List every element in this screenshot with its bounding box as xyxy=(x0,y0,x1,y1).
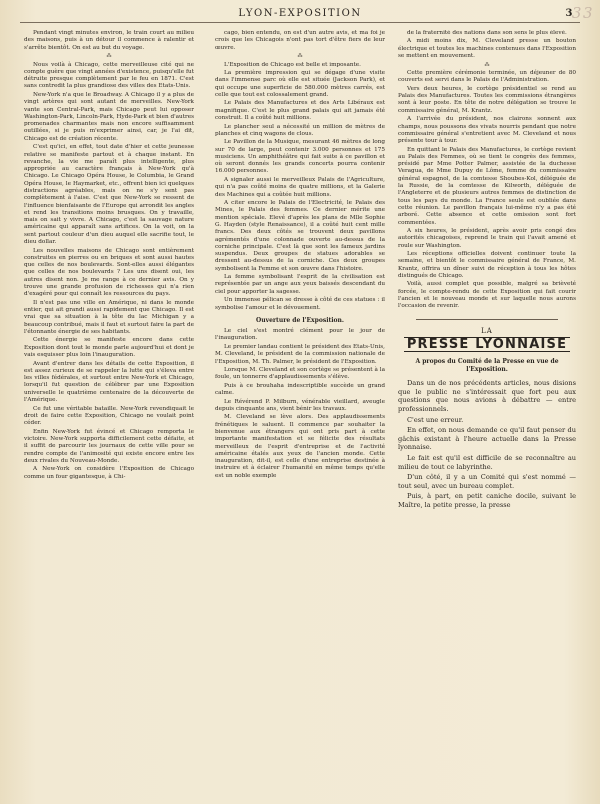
paragraph: Le Révérend P. Milburn, vénérable vieillard, aveugle depuis cinquante ans, vient bénir les travaux. xyxy=(215,398,385,412)
paragraph: de la fraternité des nations dans son sens le plus élevé. xyxy=(407,30,567,36)
page-number: 3 xyxy=(565,8,574,19)
paragraph: Vers deux heures, le cortège présidentiel se rend au Palais des Manufactures. Toutes les commissions étrangères sont à leur poste. En tête de notre délégation se trouve le commissaire général, M. Krantz. xyxy=(398,85,576,114)
paragraph: Enfin New-York fut évincé et Chicago remporta le victoire. New-York supporta difficilement cette défaite, et il suffit de parcourir les journaux de cette ville pour se rendre compte de l'animosité qui existe encore entre les deux rivales du Nouveau-Monde. xyxy=(24,428,194,464)
masthead-article: LA xyxy=(481,326,493,335)
paragraph: Lorsque M. Cleveland et son cortège se présentent à la foule, un tonnerre d'applaudissements s'élève. xyxy=(215,367,385,381)
paragraph: cago, bien entendu, on est d'un autre avis, et ma foi je crois que les Chicagois n'ont pas tort d'être fiers de leur œuvre. xyxy=(215,30,385,51)
paragraph: La femme symbolisant l'esprit de la civilisation est représentée par un ange aux yeux baissés descendant du ciel pour apporter la sagesse. xyxy=(215,274,385,295)
paragraph: Il n'est pas une ville en Amérique, ni dans le monde entier, qui ait grandi aussi rapidement que Chicago. Il est vrai que sa situation à la tête du lac Michigan y a beaucoup contribué, mais il faut et surtout faire la part de l'étonnante énergie de ses habitants. xyxy=(24,299,194,335)
paragraph: Le fait est qu'il est difficile de se reconnaître au milieu de tout ce labyrinthe. xyxy=(398,454,576,471)
paragraph: L'Exposition de Chicago est belle et imposante. xyxy=(224,61,361,68)
column-1 xyxy=(24,30,194,800)
paragraph: C'est qu'ici, en effet, tout date d'hier et cette jeunesse relative se manifeste partout et à chaque instant. En revanche, la vie me paraît plus intelligente, plus appropriée au caractère français à New-York qu'à Chicago. Le Chicago Opéra House, le Columbia, le Grand Opéra House, le Haymarket, etc., offrent bien ici quelques distractions agréables, mais on ne s'y sent pas complètement à l'aise. C'est que New-York se ressent de l'influence bienfaisante de l'Europe qui arrondit les angles et rend les transitions moins brusques. On y travaille, mais on sait y vivre. A Chicago, c'est la sauvage nature américaine qui apparaît sans artifices. On la voit, on la sent partout couleur d'un dieu auquel elle sacrifie tout, le dieu dollar. xyxy=(24,144,194,246)
paragraph: Le Pavillon de la Musique, mesurant 46 mètres de long sur 70 de large, peut contenir 3.000 personnes et 175 musiciens. Un amphithéâtre qui fait suite à ce pavillon et où seront donnés les grands concerts pourra contenir 16.000 personnes. xyxy=(215,139,385,175)
section-stars: ⁂ xyxy=(106,53,112,60)
paragraph: New-York n'a que le Broadway. A Chicago il y a plus de vingt artères qui sont autant de merveilles. New-York vante son Central-Park, mais Chicago peut lui opposer Washington-Park, Lincoln-Park, Hyde-Park et bien d'autres promenades charmantes mais non encore suffisamment outillées, si je puis m'exprimer ainsi, car, je l'ai dit, Chicago est de création récente. xyxy=(24,91,194,142)
page-header xyxy=(20,4,594,26)
paragraph: Le premier landau contient le président des Etats-Unis, M. Cleveland, le président de la commission nationale de l'Exposition, M. Th. Palmer, le président de l'Exposition. xyxy=(215,343,385,365)
paragraph: La première impression qui se dégage d'une visite dans l'immense parc où elle est située (Jackson Park), et qui occupe une superficie de 580.000 mètres carrés, est celle que tout est colossalement grand. xyxy=(215,70,385,98)
paragraph: Le ciel s'est montré clément pour le jour de l'inauguration. xyxy=(215,328,385,342)
paragraph: Cette première cérémonie terminée, un déjeuner de 80 couverts est servi dans le Palais de l'Administration. xyxy=(398,70,576,84)
paragraph: C'est une erreur. xyxy=(407,415,464,424)
paragraph: A New-York on considère l'Exposition de Chicago comme un four gigantesque, à Chi- xyxy=(24,466,194,480)
paragraph: A six heures, le président, après avoir pris congé des autorités chicagoises, reprend le train qui l'avait amené et roule sur Washington. xyxy=(398,228,576,249)
paragraph: Voilà, aussi complet que possible, malgré sa brièveté forcée, le compte-rendu de cette Exposition qui fait courir l'ancien et le nouveau monde et sur laquelle nous aurons l'occasion de revenir. xyxy=(398,281,576,310)
paragraph: Nous voilà à Chicago, cette merveilleuse cité qui ne compte guère que vingt années d'existence, puisqu'elle fut détruite presque complètement par le feu en 1871. C'est sans contredit la plus grandiose des villes des Etats-Unis. xyxy=(24,61,194,90)
paragraph: Puis à ce brouhaha indescriptible succède un grand calme. xyxy=(215,382,385,397)
paragraph: Le plancher seul a nécessité un million de mètres de planches et cinq wagons de clous. xyxy=(215,123,385,137)
paragraph: Ce fut une véritable bataille. New-York revendiquait le droit de faire cette Exposition, Chicago ne voulait point céder. xyxy=(24,405,194,427)
paragraph: A citer encore le Palais de l'Electricité, le Palais des Mines, le Palais des femmes. Ce dernier mérite une mention spéciale. Elevé d'après les plans de Mlle Sophie G. Hayden (style Renaissance), il a coûté huit cent mille francs. Des deux côtés se trouvent deux pavillons agrémentés d'une colonnade ouverte au-dessus de la corniche principale. C'est là que sont les fameux jardins suspendus. Deux groupes de statues adorables se dressent au-dessus de la corniche. Ces deux groupes symbolisent la Femme et son œuvre dans l'histoire. xyxy=(215,200,385,272)
running-title: LYON-EXPOSITION xyxy=(238,8,362,19)
paragraph: A midi moins dix, M. Cleveland presse un bouton électrique et toutes les machines contenues dans l'Exposition se mettent en mouvement. xyxy=(398,38,576,60)
article-subtitle: A propos du Comité de la Presse en vue de l'Exposition. xyxy=(415,358,559,374)
section-stars: ⁂ xyxy=(297,53,303,60)
paragraph: En quittant le Palais des Manufactures, le cortège revient au Palais des Femmes, où se tient le congrès des femmes, présidé par Mme Potter Palmer, assistée de la duchesse Veragua, de Mme Dupuy de Lôme, femme du commissaire général espagnol, de la comtesse Shoubes-Kol, déléguée de la Russie, de la comtesse de Kilworth, déléguée de l'Angleterre et de plusieurs autres femmes de distinction de tous les pays du monde. La France seule est oubliée dans cette réunion. Le pavillon français lui-même n'y a pas été arboré. Cette absence et cette omission sont fort commentées. xyxy=(398,146,576,226)
paragraph: Les nouvelles maisons de Chicago sont entièrement construites en pierres ou en briques et sont aussi hautes que celles de nos boulevards. Sont-elles aussi élégantes que celles de nos boulevards ? Les uns disent oui, les autres disent non. Je me range à ce dernier avis. On y trouve une grande profusion de richesses qui n'a rien d'exagéré pour qui connaît les ressources du pays. xyxy=(24,247,194,298)
column-3 xyxy=(398,30,576,800)
paragraph: Un immense pélican se dresse à côté de ces statues : il symbolise l'amour et le dévouement. xyxy=(215,297,385,311)
paragraph: Le Palais des Manufactures et des Arts Libéraux est magnifique. C'est le plus grand palais qui ait jamais été construit. Il a coûté huit millions. xyxy=(215,100,385,122)
column-2 xyxy=(215,30,385,800)
paragraph: Avant d'entrer dans les détails de cette Exposition, il est assez curieux de se rappeler la lutte qui s'éleva entre les villes fédérales, et surtout entre New-York et Chicago, lorsqu'il fut question de célébrer par une Exposition universelle le quatrième centenaire de la découverte de l'Amérique. xyxy=(24,360,194,404)
paragraph: Cette énergie se manifeste encore dans cette Exposition dont tout le monde parle aujourd'hui et dont je vais esquisser plus loin l'inauguration. xyxy=(24,337,194,359)
paragraph: Pendant vingt minutes environ, le train court au milieu des maisons, puis à un détour il commence à ralentir et s'arrête bientôt. On est au but du voyage. xyxy=(24,30,194,51)
paragraph: M. Cleveland se lève alors. Des applaudissements frénétiques le saluent. Il commence par souhaiter la bienvenue aux étrangers qui ont pris part à cette importante manifestation et se félicite des résultats merveilleux de l'esprit d'entreprise et de l'activité américaine étalés aux yeux de l'ancien monde. Cette inauguration, dit-il, est celle d'une entreprise destinée à instruire et à éclairer l'humanité en même temps qu'elle est un noble exemple xyxy=(215,414,385,479)
article-divider xyxy=(416,319,558,320)
paragraph: Dans un de nos précédents articles, nous disions que le public ne s'intéressait que fort peu aux questions que nous avions à débattre — entre professionnels. xyxy=(398,379,576,414)
paragraph: A l'arrivée du président, nos clairons sonnent aux champs, nous poussons des vivats nourris pendant que notre commissaire général s'entretient avec M. Cleveland et nous présente tour à tour. xyxy=(398,116,576,145)
paragraph: Les réceptions officielles doivent continuer toute la semaine, et bientôt le commissaire général de France, M. Krantz, offrira un dîner suivi de réception à tous les hôtes distingués de Chicago. xyxy=(398,251,576,279)
section-heading: Ouverture de l'Exposition. xyxy=(256,316,344,324)
paragraph: D'un côté, il y a un Comité qui s'est nommé — tout seul, avec un bureau complet. xyxy=(398,473,576,490)
section-stars: ⁂ xyxy=(484,61,490,68)
article-body xyxy=(398,379,576,509)
handwritten-mark: 33 xyxy=(571,4,594,22)
masthead-title: PRESSE LYONNAISE xyxy=(404,337,570,352)
paragraph: Puis, à part, en petit caniche docile, suivant le Maître, la petite presse, la presse xyxy=(398,492,576,509)
paragraph: A signaler aussi le merveilleux Palais de l'Agriculture, qui n'a pas coûté moins de quatre millions, et la Galerie des Machines qui a coûtée huit millions. xyxy=(215,176,385,198)
paragraph: En effet, on nous demande ce qu'il faut penser du gâchis existant à l'heure actuelle dans la Presse lyonnaise. xyxy=(398,426,576,452)
header-rule xyxy=(20,22,580,23)
